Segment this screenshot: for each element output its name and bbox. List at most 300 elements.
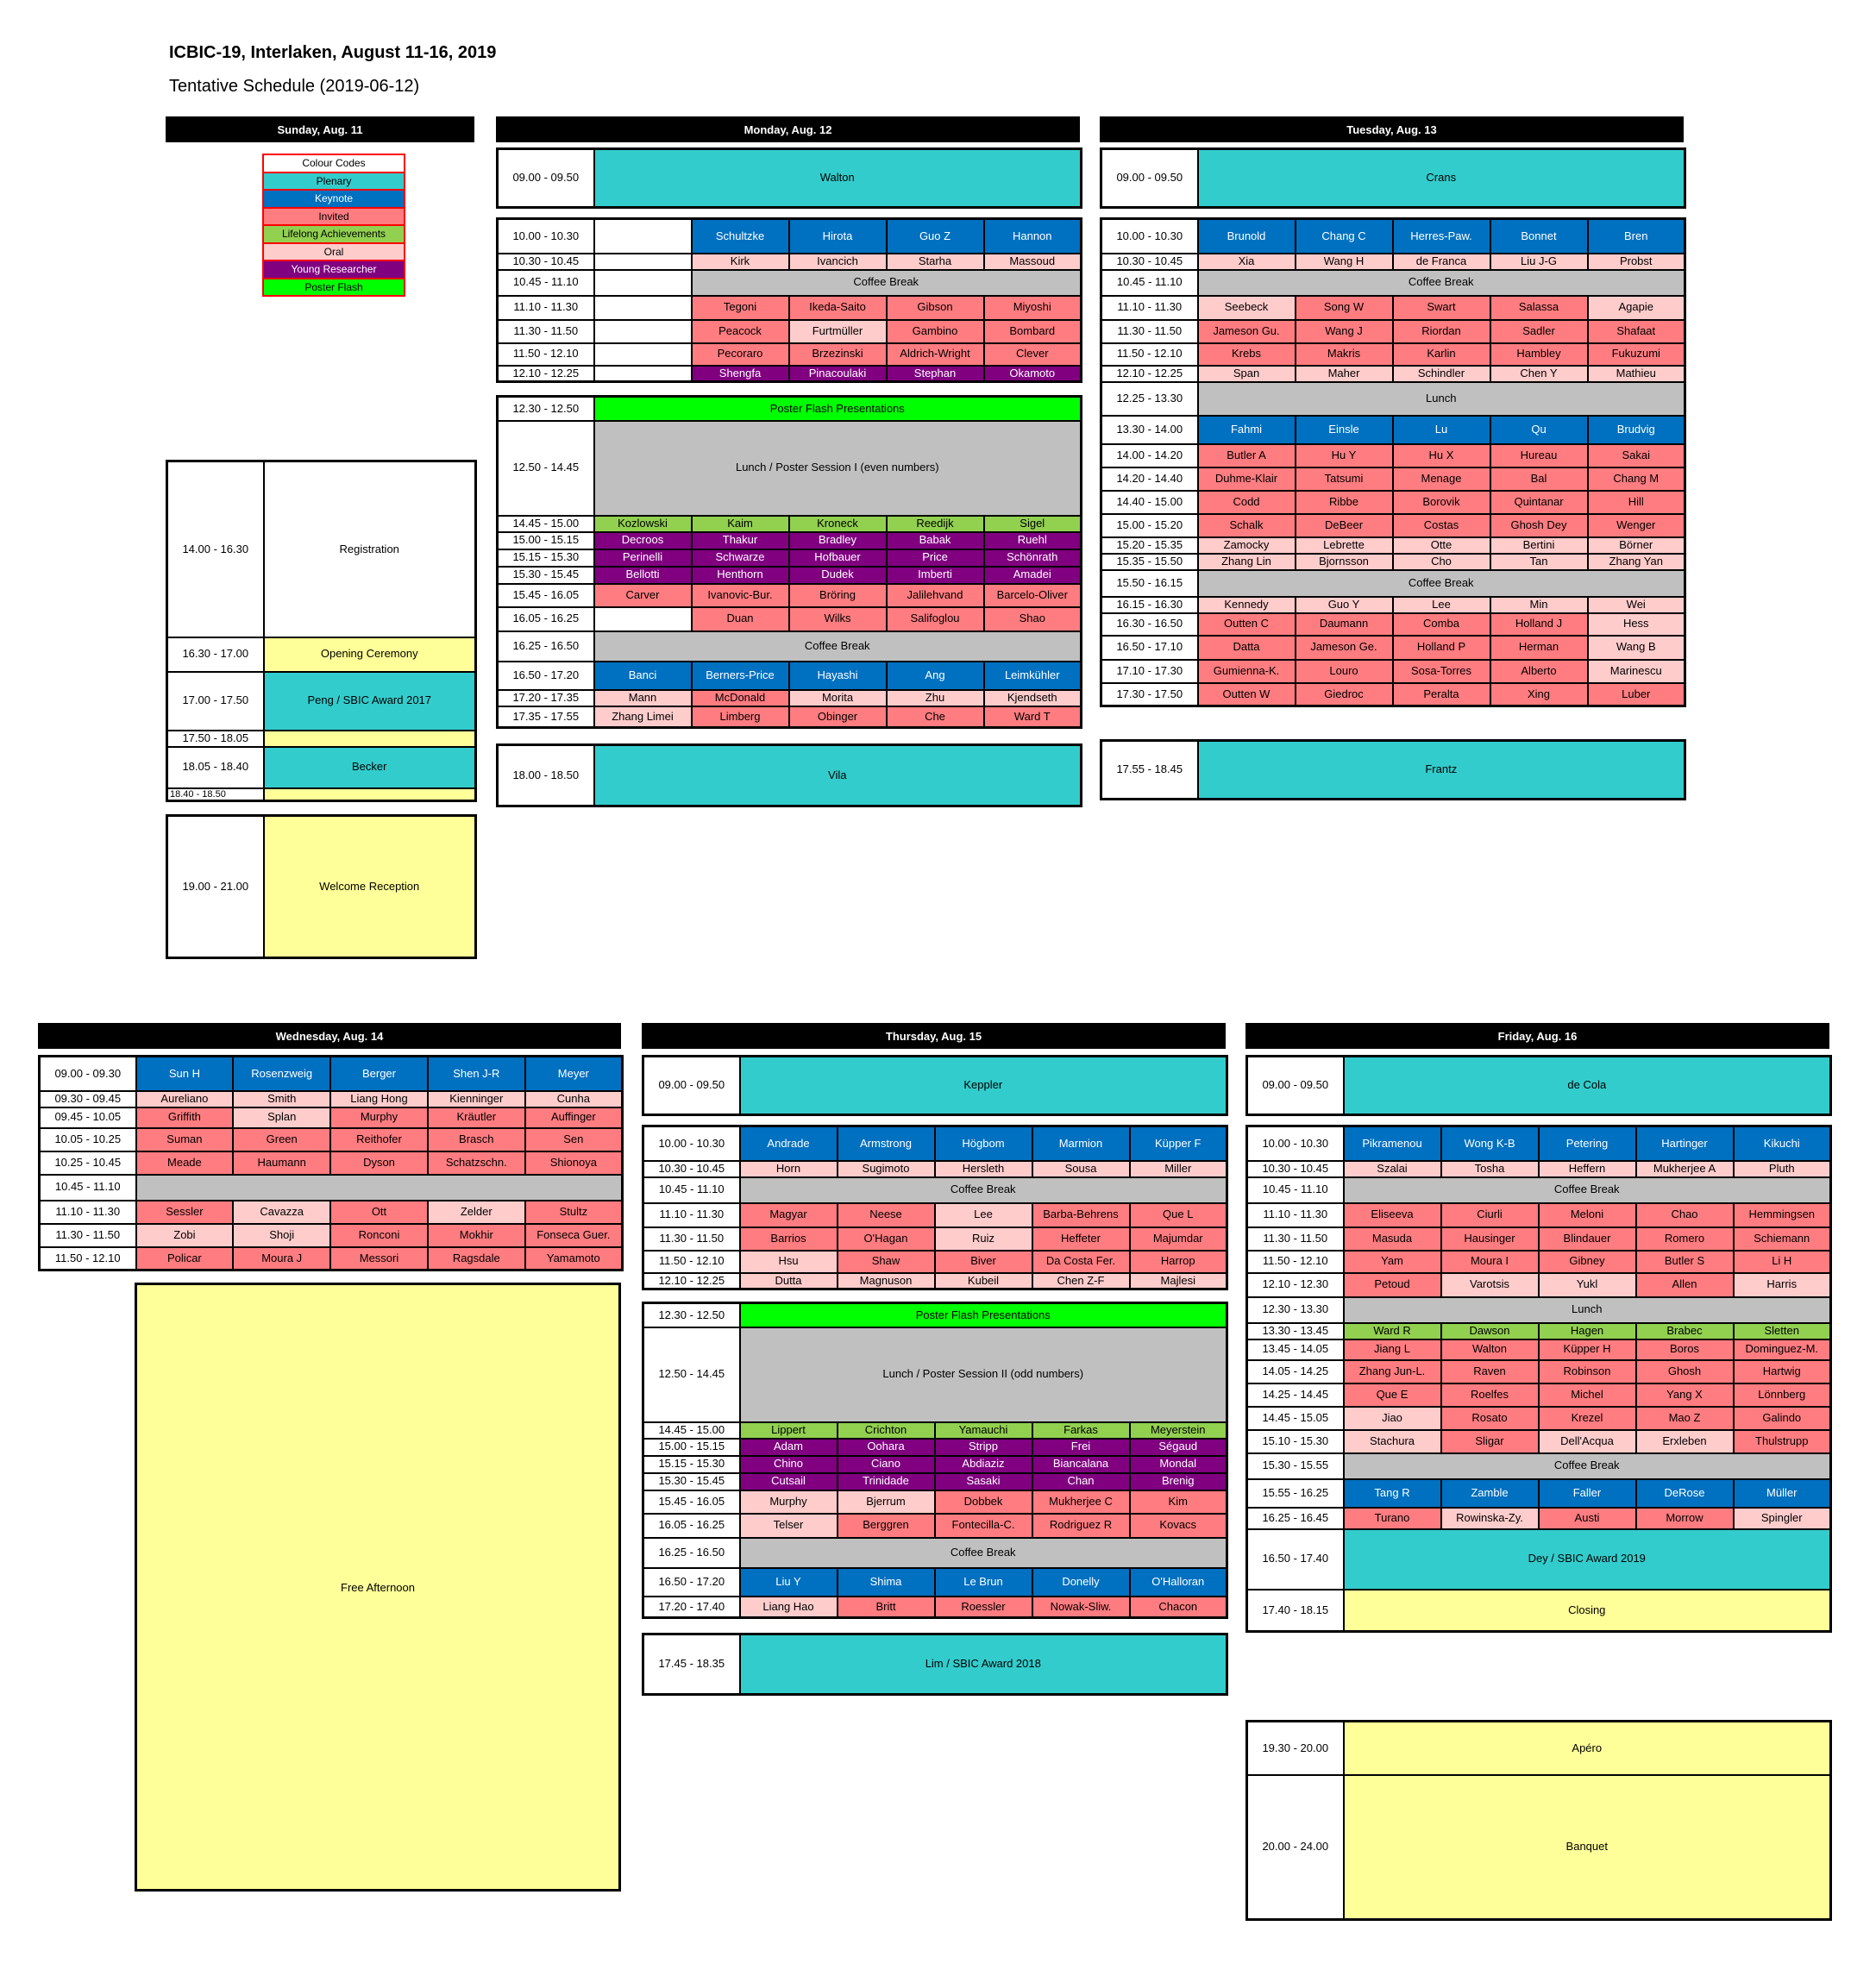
talk-hsu: Hsu bbox=[740, 1251, 838, 1273]
talk-griffith: Griffith bbox=[136, 1107, 234, 1128]
talk-frei: Frei bbox=[1032, 1439, 1130, 1456]
schedule-row bbox=[1247, 1479, 1831, 1508]
talk-kr-utler: Kräutler bbox=[428, 1107, 525, 1128]
talk-petering: Petering bbox=[1539, 1126, 1636, 1161]
talk-gibson: Gibson bbox=[887, 296, 984, 320]
talk-marmion: Marmion bbox=[1032, 1126, 1130, 1161]
talk-miller: Miller bbox=[1130, 1161, 1227, 1177]
talk-zamble: Zamble bbox=[1441, 1479, 1539, 1508]
talk-chacon: Chacon bbox=[1130, 1597, 1227, 1618]
time-slot: 11.50 - 12.10 bbox=[643, 1251, 740, 1273]
time-slot: 10.30 - 10.45 bbox=[1101, 254, 1198, 270]
time-slot: 11.30 - 11.50 bbox=[643, 1227, 740, 1251]
time-slot: 16.50 - 17.10 bbox=[1101, 636, 1198, 660]
talk-chao: Chao bbox=[1636, 1203, 1734, 1227]
time-slot: 16.50 - 17.40 bbox=[1247, 1529, 1344, 1590]
talk-que-l: Que L bbox=[1130, 1203, 1227, 1227]
talk-pluth: Pluth bbox=[1734, 1161, 1831, 1177]
talk-morita: Morita bbox=[789, 690, 887, 706]
schedule-row bbox=[498, 421, 1082, 516]
talk-che: Che bbox=[887, 706, 984, 728]
day-header-fri: Friday, Aug. 16 bbox=[1245, 1023, 1829, 1049]
time-slot: 15.30 - 15.45 bbox=[498, 567, 594, 584]
talk-boros: Boros bbox=[1636, 1339, 1734, 1360]
talk-magyar: Magyar bbox=[740, 1203, 838, 1227]
talk-blindauer: Blindauer bbox=[1539, 1227, 1636, 1251]
schedule-row bbox=[40, 1057, 623, 1091]
schedule-row bbox=[498, 706, 1082, 728]
talk-wei: Wei bbox=[1588, 597, 1685, 613]
session-lunch: Lunch bbox=[1198, 382, 1685, 416]
talk-holland-p: Holland P bbox=[1393, 636, 1490, 660]
schedule-row bbox=[643, 1439, 1227, 1456]
talk-okamoto: Okamoto bbox=[984, 366, 1082, 382]
talk-erxleben: Erxleben bbox=[1636, 1430, 1734, 1453]
talk-lebrette: Lebrette bbox=[1296, 537, 1393, 554]
schedule-row bbox=[167, 637, 476, 672]
schedule-row bbox=[498, 662, 1082, 690]
time-slot: 10.00 - 10.30 bbox=[1101, 219, 1198, 254]
time-slot: 17.10 - 17.30 bbox=[1101, 660, 1198, 683]
time-slot: 16.25 - 16.50 bbox=[643, 1538, 740, 1568]
talk-fonseca-guer: Fonseca Guer. bbox=[525, 1224, 623, 1247]
schedule-block-mon-3 bbox=[496, 743, 1082, 807]
schedule-row bbox=[498, 690, 1082, 706]
time-slot: 19.30 - 20.00 bbox=[1247, 1722, 1344, 1775]
talk-maher: Maher bbox=[1296, 366, 1393, 382]
schedule-row bbox=[167, 461, 476, 637]
talk-britt: Britt bbox=[838, 1597, 935, 1618]
schedule-row bbox=[1247, 1590, 1831, 1632]
talk-massoud: Massoud bbox=[984, 254, 1082, 270]
time-slot: 14.20 - 14.40 bbox=[1101, 467, 1198, 491]
talk-karlin: Karlin bbox=[1393, 343, 1490, 366]
time-slot: 14.45 - 15.00 bbox=[498, 516, 594, 532]
schedule-block-mon-0 bbox=[496, 147, 1082, 209]
time-slot: 16.30 - 16.50 bbox=[1101, 613, 1198, 636]
talk-bal: Bal bbox=[1490, 467, 1588, 491]
talk-shen-j-r: Shen J-R bbox=[428, 1057, 525, 1091]
talk-thulstrupp: Thulstrupp bbox=[1734, 1430, 1831, 1453]
talk-hess: Hess bbox=[1588, 613, 1685, 636]
time-slot: 16.25 - 16.45 bbox=[1247, 1508, 1344, 1529]
talk-sousa: Sousa bbox=[1032, 1161, 1130, 1177]
time-slot: 15.00 - 15.20 bbox=[1101, 514, 1198, 537]
talk-oohara: Oohara bbox=[838, 1439, 935, 1456]
talk-ciurli: Ciurli bbox=[1441, 1203, 1539, 1227]
talk-heffern: Heffern bbox=[1539, 1161, 1636, 1177]
time-slot: 17.55 - 18.45 bbox=[1101, 741, 1198, 800]
talk-da-costa-fer: Da Costa Fer. bbox=[1032, 1251, 1130, 1273]
talk-leimk-hler: Leimkühler bbox=[984, 662, 1082, 690]
talk-gumienna-k: Gumienna-K. bbox=[1198, 660, 1296, 683]
talk-m-ller: Müller bbox=[1734, 1479, 1831, 1508]
talk-sigel: Sigel bbox=[984, 516, 1082, 532]
talk-li-h: Li H bbox=[1734, 1251, 1831, 1273]
talk-biver: Biver bbox=[935, 1251, 1032, 1273]
talk-roessler: Roessler bbox=[935, 1597, 1032, 1618]
time-slot: 10.45 - 11.10 bbox=[1101, 270, 1198, 296]
talk-adam: Adam bbox=[740, 1439, 838, 1456]
talk-furtm-ller: Furtmüller bbox=[789, 320, 887, 343]
session-banquet: Banquet bbox=[1344, 1775, 1831, 1920]
schedule-row bbox=[1101, 149, 1685, 208]
schedule-row bbox=[1247, 1360, 1831, 1383]
talk-hausinger: Hausinger bbox=[1441, 1227, 1539, 1251]
talk-varotsis: Varotsis bbox=[1441, 1273, 1539, 1297]
talk-herres-paw: Herres-Paw. bbox=[1393, 219, 1490, 254]
talk-bradley: Bradley bbox=[789, 532, 887, 549]
schedule-row bbox=[643, 1538, 1227, 1568]
talk-sessler: Sessler bbox=[136, 1201, 234, 1224]
talk-sletten: Sletten bbox=[1734, 1323, 1831, 1339]
session-coffee-break: Coffee Break bbox=[594, 631, 1082, 662]
session-lunch: Lunch bbox=[1344, 1297, 1831, 1323]
talk-brudvig: Brudvig bbox=[1588, 416, 1685, 444]
schedule-row bbox=[643, 1473, 1227, 1490]
legend-item-colour-codes: Colour Codes bbox=[263, 154, 405, 173]
time-slot: 15.45 - 16.05 bbox=[498, 584, 594, 607]
time-slot: 11.10 - 11.30 bbox=[1247, 1203, 1344, 1227]
talk-bonnet: Bonnet bbox=[1490, 219, 1588, 254]
talk-carver: Carver bbox=[594, 584, 692, 607]
talk-sadler: Sadler bbox=[1490, 320, 1588, 343]
talk-reithofer: Reithofer bbox=[330, 1128, 428, 1151]
talk-eliseeva: Eliseeva bbox=[1344, 1203, 1441, 1227]
talk-magnuson: Magnuson bbox=[838, 1273, 935, 1289]
talk-hu-y: Hu Y bbox=[1296, 444, 1393, 467]
session-poster-flash-presentations: Poster Flash Presentations bbox=[594, 397, 1082, 421]
schedule-row bbox=[643, 1634, 1227, 1695]
time-slot: 09.00 - 09.50 bbox=[643, 1057, 740, 1115]
talk-xing: Xing bbox=[1490, 683, 1588, 706]
schedule-row bbox=[1247, 1529, 1831, 1590]
talk-de-franca: de Franca bbox=[1393, 254, 1490, 270]
talk-moura-j: Moura J bbox=[233, 1247, 330, 1270]
talk-barba-behrens: Barba-Behrens bbox=[1032, 1203, 1130, 1227]
schedule-row bbox=[1101, 416, 1685, 444]
talk-hartinger: Hartinger bbox=[1636, 1126, 1734, 1161]
schedule-row bbox=[1247, 1453, 1831, 1479]
time-slot: 14.40 - 15.00 bbox=[1101, 491, 1198, 514]
talk-limberg: Limberg bbox=[692, 706, 789, 728]
schedule-row bbox=[1101, 741, 1685, 800]
session-coffee-break: Coffee Break bbox=[1344, 1453, 1831, 1479]
talk-mokhir: Mokhir bbox=[428, 1224, 525, 1247]
talk-sch-nrath: Schönrath bbox=[984, 549, 1082, 567]
talk-kienninger: Kienninger bbox=[428, 1091, 525, 1107]
talk-jameson-ge: Jameson Ge. bbox=[1296, 636, 1393, 660]
talk-haumann: Haumann bbox=[233, 1151, 330, 1175]
talk-mao-z: Mao Z bbox=[1636, 1407, 1734, 1430]
talk-stultz: Stultz bbox=[525, 1201, 623, 1224]
time-slot: 11.30 - 11.50 bbox=[1101, 320, 1198, 343]
talk-zhang-limei: Zhang Limei bbox=[594, 706, 692, 728]
session-coffee-break: Coffee Break bbox=[740, 1177, 1227, 1203]
talk-bellotti: Bellotti bbox=[594, 567, 692, 584]
talk-ikeda-saito: Ikeda-Saito bbox=[789, 296, 887, 320]
session-closing: Closing bbox=[1344, 1590, 1831, 1632]
talk-liu-y: Liu Y bbox=[740, 1568, 838, 1597]
time-slot: 10.45 - 11.10 bbox=[40, 1175, 136, 1201]
schedule-row bbox=[167, 672, 476, 731]
talk-masuda: Masuda bbox=[1344, 1227, 1441, 1251]
schedule-row bbox=[1101, 320, 1685, 343]
colour-legend bbox=[262, 154, 405, 297]
talk-zhang-lin: Zhang Lin bbox=[1198, 554, 1296, 570]
talk-henthorn: Henthorn bbox=[692, 567, 789, 584]
time-slot: 14.25 - 14.45 bbox=[1247, 1383, 1344, 1407]
talk-murphy: Murphy bbox=[330, 1107, 428, 1128]
time-slot: 15.15 - 15.30 bbox=[498, 549, 594, 567]
talk-majumdar: Majumdar bbox=[1130, 1227, 1227, 1251]
schedule-row bbox=[643, 1161, 1227, 1177]
talk-schwarze: Schwarze bbox=[692, 549, 789, 567]
talk-hambley: Hambley bbox=[1490, 343, 1588, 366]
time-slot: 15.30 - 15.55 bbox=[1247, 1453, 1344, 1479]
schedule-block-sun-0 bbox=[166, 460, 477, 802]
talk-chino: Chino bbox=[740, 1456, 838, 1473]
schedule-row bbox=[40, 1201, 623, 1224]
talk-hirota: Hirota bbox=[789, 219, 887, 254]
schedule-row bbox=[167, 747, 476, 788]
talk-barcelo-oliver: Barcelo-Oliver bbox=[984, 584, 1082, 607]
talk-shima: Shima bbox=[838, 1568, 935, 1597]
talk-pinacoulaki: Pinacoulaki bbox=[789, 366, 887, 382]
session-opening-ceremony: Opening Ceremony bbox=[264, 637, 476, 672]
talk-brabec: Brabec bbox=[1636, 1323, 1734, 1339]
talk-mondal: Mondal bbox=[1130, 1456, 1227, 1473]
talk-wang-j: Wang J bbox=[1296, 320, 1393, 343]
schedule-row bbox=[40, 1091, 623, 1107]
talk-comba: Comba bbox=[1393, 613, 1490, 636]
talk-romero: Romero bbox=[1636, 1227, 1734, 1251]
talk-ruiz: Ruiz bbox=[935, 1227, 1032, 1251]
time-slot: 13.30 - 14.00 bbox=[1101, 416, 1198, 444]
schedule-block-mon-1 bbox=[496, 217, 1082, 383]
talk-ghosh-dey: Ghosh Dey bbox=[1490, 514, 1588, 537]
talk-zhu: Zhu bbox=[887, 690, 984, 706]
schedule-row bbox=[1101, 254, 1685, 270]
talk-schiemann: Schiemann bbox=[1734, 1227, 1831, 1251]
talk-chen-y: Chen Y bbox=[1490, 366, 1588, 382]
time-slot: 11.10 - 11.30 bbox=[643, 1203, 740, 1227]
talk-wang-b: Wang B bbox=[1588, 636, 1685, 660]
schedule-row bbox=[40, 1247, 623, 1270]
talk-yamamoto: Yamamoto bbox=[525, 1247, 623, 1270]
talk-brunold: Brunold bbox=[1198, 219, 1296, 254]
talk-schatzschn: Schatzschn. bbox=[428, 1151, 525, 1175]
talk-nowak-sliw: Nowak-Sliw. bbox=[1032, 1597, 1130, 1618]
talk-shionoya: Shionoya bbox=[525, 1151, 623, 1175]
schedule-row bbox=[1247, 1227, 1831, 1251]
talk-telser: Telser bbox=[740, 1514, 838, 1538]
talk-outten-c: Outten C bbox=[1198, 613, 1296, 636]
talk-peacock: Peacock bbox=[692, 320, 789, 343]
talk-mathieu: Mathieu bbox=[1588, 366, 1685, 382]
schedule-row bbox=[643, 1203, 1227, 1227]
talk-trinidade: Trinidade bbox=[838, 1473, 935, 1490]
session-empty bbox=[136, 1175, 623, 1201]
talk-berger: Berger bbox=[330, 1057, 428, 1091]
talk-chan: Chan bbox=[1032, 1473, 1130, 1490]
schedule-row bbox=[1101, 683, 1685, 706]
talk-seebeck: Seebeck bbox=[1198, 296, 1296, 320]
talk-krebs: Krebs bbox=[1198, 343, 1296, 366]
talk-shafaat: Shafaat bbox=[1588, 320, 1685, 343]
talk-meyer: Meyer bbox=[525, 1057, 623, 1091]
schedule-row bbox=[498, 631, 1082, 662]
talk-wang-h: Wang H bbox=[1296, 254, 1393, 270]
time-slot: 12.30 - 12.50 bbox=[643, 1303, 740, 1327]
document-title: ICBIC-19, Interlaken, August 11-16, 2019 bbox=[169, 43, 497, 62]
talk-mukherjee-c: Mukherjee C bbox=[1032, 1490, 1130, 1514]
talk-codd: Codd bbox=[1198, 491, 1296, 514]
talk-roelfes: Roelfes bbox=[1441, 1383, 1539, 1407]
talk-kikuchi: Kikuchi bbox=[1734, 1126, 1831, 1161]
talk-rosenzweig: Rosenzweig bbox=[233, 1057, 330, 1091]
time-slot: 15.55 - 16.25 bbox=[1247, 1479, 1344, 1508]
time-slot: 16.05 - 16.25 bbox=[643, 1514, 740, 1538]
time-slot: 10.00 - 10.30 bbox=[643, 1126, 740, 1161]
legend-item-oral: Oral bbox=[263, 243, 405, 261]
talk-dudek: Dudek bbox=[789, 567, 887, 584]
talk-lee: Lee bbox=[935, 1203, 1032, 1227]
talk-tang-r: Tang R bbox=[1344, 1479, 1441, 1508]
talk-donelly: Donelly bbox=[1032, 1568, 1130, 1597]
talk-dell-acqua: Dell'Acqua bbox=[1539, 1430, 1636, 1453]
talk-ghosh: Ghosh bbox=[1636, 1360, 1734, 1383]
time-slot: 12.50 - 14.45 bbox=[498, 421, 594, 516]
talk-que-e: Que E bbox=[1344, 1383, 1441, 1407]
time-slot: 12.50 - 14.45 bbox=[643, 1327, 740, 1422]
talk-kaim: Kaim bbox=[692, 516, 789, 532]
schedule-row bbox=[1101, 597, 1685, 613]
talk-coffee-break: Coffee Break bbox=[692, 270, 1082, 296]
talk-thakur: Thakur bbox=[692, 532, 789, 549]
time-slot: 15.30 - 15.45 bbox=[643, 1473, 740, 1490]
talk-kim: Kim bbox=[1130, 1490, 1227, 1514]
talk-otte: Otte bbox=[1393, 537, 1490, 554]
talk-sasaki: Sasaki bbox=[935, 1473, 1032, 1490]
talk-hagen: Hagen bbox=[1539, 1323, 1636, 1339]
schedule-row bbox=[40, 1128, 623, 1151]
schedule-row bbox=[1101, 491, 1685, 514]
talk-splan: Splan bbox=[233, 1107, 330, 1128]
session-coffee-break: Coffee Break bbox=[740, 1538, 1227, 1568]
talk-song-w: Song W bbox=[1296, 296, 1393, 320]
talk-crichton: Crichton bbox=[838, 1422, 935, 1439]
time-slot: 15.00 - 15.15 bbox=[643, 1439, 740, 1456]
talk-sun-h: Sun H bbox=[136, 1057, 234, 1091]
time-slot: 12.10 - 12.25 bbox=[1101, 366, 1198, 382]
talk-yam: Yam bbox=[1344, 1251, 1441, 1273]
talk-costas: Costas bbox=[1393, 514, 1490, 537]
schedule-row bbox=[643, 1597, 1227, 1618]
talk-qu: Qu bbox=[1490, 416, 1588, 444]
schedule-row bbox=[643, 1126, 1227, 1161]
schedule-row bbox=[1247, 1508, 1831, 1529]
schedule-row bbox=[498, 549, 1082, 567]
talk-reedijk: Reedijk bbox=[887, 516, 984, 532]
time-slot: 19.00 - 21.00 bbox=[167, 816, 264, 958]
talk-chang-m: Chang M bbox=[1588, 467, 1685, 491]
time-slot: 18.05 - 18.40 bbox=[167, 747, 264, 788]
talk-aldrich-wright: Aldrich-Wright bbox=[887, 343, 984, 366]
talk-price: Price bbox=[887, 549, 984, 567]
time-slot: 11.10 - 11.30 bbox=[498, 296, 594, 320]
talk-rosato: Rosato bbox=[1441, 1407, 1539, 1430]
talk-cho: Cho bbox=[1393, 554, 1490, 570]
talk-neese: Neese bbox=[838, 1203, 935, 1227]
talk-hureau: Hureau bbox=[1490, 444, 1588, 467]
talk-tatsumi: Tatsumi bbox=[1296, 467, 1393, 491]
time-slot: 12.10 - 12.25 bbox=[498, 366, 594, 382]
talk-bjornsson: Bjornsson bbox=[1296, 554, 1393, 570]
talk-bjerrum: Bjerrum bbox=[838, 1490, 935, 1514]
talk-ribbe: Ribbe bbox=[1296, 491, 1393, 514]
talk-barrios: Barrios bbox=[740, 1227, 838, 1251]
session-coffee-break: Coffee Break bbox=[1198, 570, 1685, 597]
schedule-row bbox=[498, 149, 1082, 208]
talk-harrop: Harrop bbox=[1130, 1251, 1227, 1273]
talk-butler-a: Butler A bbox=[1198, 444, 1296, 467]
schedule-block-sun-1 bbox=[166, 814, 477, 959]
talk-bombard: Bombard bbox=[984, 320, 1082, 343]
talk-ciano: Ciano bbox=[838, 1456, 935, 1473]
session-coffee-break: Coffee Break bbox=[1344, 1177, 1831, 1203]
talk-ward-r: Ward R bbox=[1344, 1323, 1441, 1339]
talk-horn: Horn bbox=[740, 1161, 838, 1177]
talk-mukherjee-a: Mukherjee A bbox=[1636, 1161, 1734, 1177]
talk-lu: Lu bbox=[1393, 416, 1490, 444]
talk-einsle: Einsle bbox=[1296, 416, 1393, 444]
talk-herman: Herman bbox=[1490, 636, 1588, 660]
session-becker: Becker bbox=[264, 747, 476, 788]
schedule-row bbox=[1247, 1722, 1831, 1775]
time-slot: 10.45 - 11.10 bbox=[643, 1177, 740, 1203]
talk-kjendseth: Kjendseth bbox=[984, 690, 1082, 706]
talk-shoji: Shoji bbox=[233, 1224, 330, 1247]
schedule-row bbox=[498, 532, 1082, 549]
talk-liang-hao: Liang Hao bbox=[740, 1597, 838, 1618]
session-welcome-reception: Welcome Reception bbox=[264, 816, 476, 958]
schedule-block-fri-1 bbox=[1245, 1125, 1832, 1633]
session-crans: Crans bbox=[1198, 149, 1685, 208]
talk-derose: DeRose bbox=[1636, 1479, 1734, 1508]
time-slot: 10.00 - 10.30 bbox=[1247, 1126, 1344, 1161]
time-slot: 10.25 - 10.45 bbox=[40, 1151, 136, 1175]
talk-sligar: Sligar bbox=[1441, 1430, 1539, 1453]
talk-zhang-jun-l: Zhang Jun-L. bbox=[1344, 1360, 1441, 1383]
talk-ward-t: Ward T bbox=[984, 706, 1082, 728]
schedule-row bbox=[643, 1422, 1227, 1439]
schedule-row bbox=[498, 607, 1082, 631]
time-slot: 17.20 - 17.35 bbox=[498, 690, 594, 706]
talk-murphy: Murphy bbox=[740, 1490, 838, 1514]
time-slot: 09.00 - 09.50 bbox=[1101, 149, 1198, 208]
schedule-row bbox=[1247, 1273, 1831, 1297]
session-empty bbox=[264, 788, 476, 801]
time-slot: 15.15 - 15.30 bbox=[643, 1456, 740, 1473]
talk-hofbauer: Hofbauer bbox=[789, 549, 887, 567]
schedule-row bbox=[1247, 1251, 1831, 1273]
talk-fontecilla-c: Fontecilla-C. bbox=[935, 1514, 1032, 1538]
talk-hersleth: Hersleth bbox=[935, 1161, 1032, 1177]
talk-raven: Raven bbox=[1441, 1360, 1539, 1383]
time-slot: 12.30 - 13.30 bbox=[1247, 1297, 1344, 1323]
time-slot: 18.00 - 18.50 bbox=[498, 745, 594, 806]
